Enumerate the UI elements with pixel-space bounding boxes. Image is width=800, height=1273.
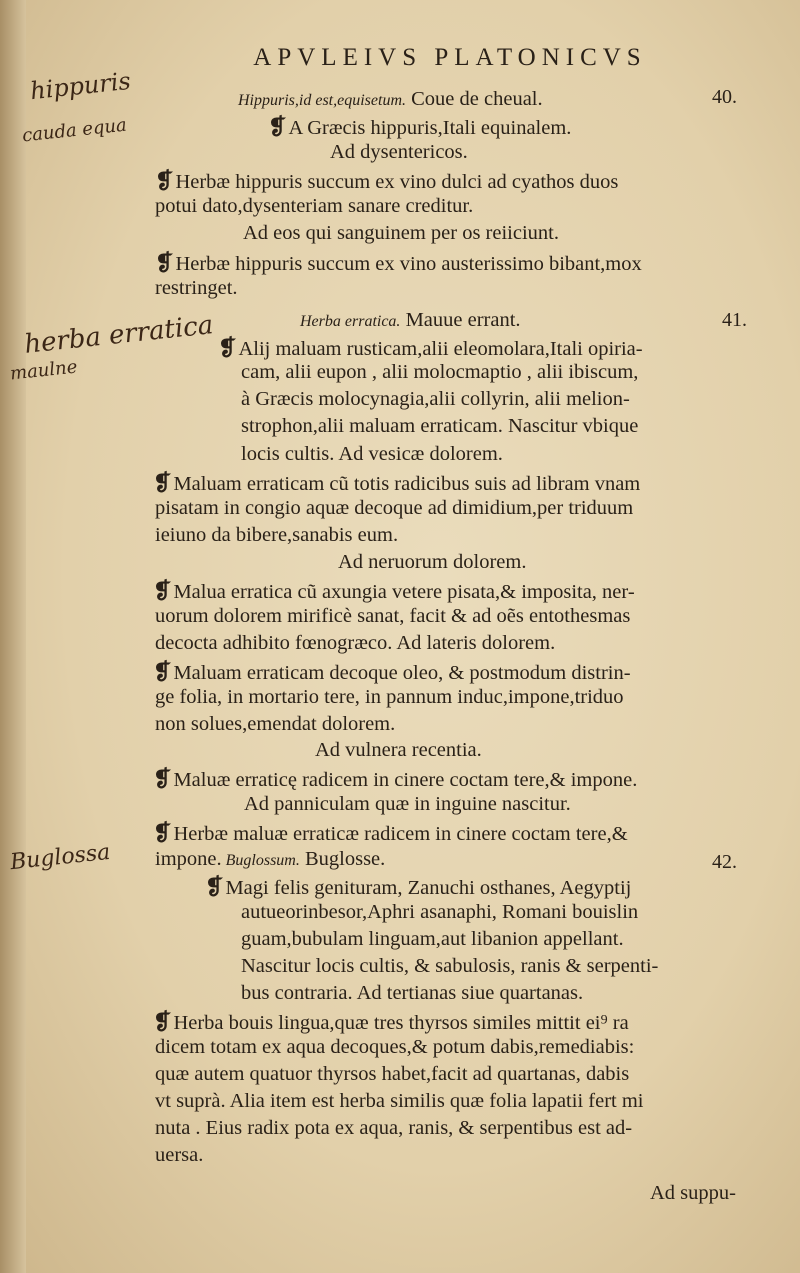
margin-note: herba erratica bbox=[22, 310, 215, 360]
text-line bbox=[155, 1036, 634, 1059]
text-line bbox=[268, 114, 571, 140]
text-line bbox=[650, 1182, 736, 1205]
line-text: locis cultis. Ad vesicæ dolorem. bbox=[241, 443, 503, 465]
text-line bbox=[155, 605, 630, 628]
page-number: 42. bbox=[712, 851, 737, 873]
pilcrow-icon: ❡ bbox=[153, 1009, 172, 1034]
text-line bbox=[218, 335, 643, 361]
line-text: Ad panniculam quæ in inguine nascitur. bbox=[244, 793, 571, 815]
text-line bbox=[153, 820, 628, 846]
vernacular-name: Mauue errant. bbox=[400, 309, 521, 331]
line-text: restringet. bbox=[155, 277, 238, 299]
page-edge bbox=[0, 0, 26, 1273]
line-text: decocta adhibito fœnogræco. Ad lateris dolorem. bbox=[155, 632, 556, 654]
text-line bbox=[244, 793, 571, 816]
line-text: potui dato,dysenteriam sanare creditur. bbox=[155, 195, 474, 217]
pilcrow-icon: ❡ bbox=[155, 168, 174, 193]
line-text: uorum dolorem mirificè sanat, facit & ad oẽs entothesmas bbox=[155, 605, 631, 627]
margin-note: Buglossa bbox=[8, 839, 112, 876]
text-line bbox=[338, 551, 526, 574]
running-header: APVLEIVS PLATONICVS bbox=[253, 44, 647, 71]
line-text: guam,bubulam linguam,aut libanion appellant. bbox=[241, 928, 624, 950]
text-line bbox=[205, 874, 631, 900]
pilcrow-icon: ❡ bbox=[218, 335, 237, 360]
margin-note: hippuris bbox=[28, 66, 132, 106]
line-text: strophon,alii maluam erraticam. Nascitur vbique bbox=[241, 415, 639, 437]
pilcrow-icon: ❡ bbox=[153, 578, 172, 603]
line-text: Ad vulnera recentia. bbox=[315, 739, 482, 761]
vernacular-name: Buglosse. bbox=[299, 848, 386, 870]
text-line bbox=[241, 361, 638, 384]
line-text: Nascitur locis cultis, & sabulosis, ranis & serpenti- bbox=[241, 955, 659, 977]
line-text: nuta . Eius radix pota ex aqua, ranis, & serpentibus est ad- bbox=[155, 1117, 633, 1139]
text-line bbox=[300, 309, 521, 332]
text-line bbox=[155, 1063, 629, 1086]
text-line bbox=[243, 222, 559, 245]
text-line bbox=[155, 1144, 203, 1167]
text-line bbox=[155, 848, 385, 871]
text-line bbox=[155, 1090, 644, 1113]
pilcrow-icon: ❡ bbox=[153, 820, 172, 845]
line-text: pisatam in congio aquæ decoque ad dimidium,per triduum bbox=[155, 497, 634, 519]
text-line bbox=[155, 277, 238, 300]
text-line bbox=[155, 686, 624, 709]
text-line bbox=[153, 578, 635, 604]
margin-note: cauda equa bbox=[21, 114, 128, 147]
text-line bbox=[155, 713, 395, 736]
herb-name-italic: Herba erratica. bbox=[300, 313, 401, 330]
line-text: Maluam erraticam decoque oleo, & postmodum distrin- bbox=[173, 662, 631, 684]
line-text: non solues,emendat dolorem. bbox=[155, 713, 396, 735]
line-text: Ad eos qui sanguinem per os reiiciunt. bbox=[243, 222, 559, 244]
pilcrow-icon: ❡ bbox=[155, 250, 174, 275]
line-text: cam, alii eupon , alii molocmaptio , alii ibiscum, bbox=[241, 361, 639, 383]
text-line bbox=[241, 955, 658, 978]
text-line bbox=[155, 524, 398, 547]
line-text: Malua erratica cũ axungia vetere pisata,& imposita, ner- bbox=[173, 581, 635, 603]
line-text: Maluam erraticam cũ totis radicibus suis ad libram vnam bbox=[173, 473, 641, 495]
text-line bbox=[153, 1009, 629, 1035]
page-number: 40. bbox=[712, 86, 737, 108]
page-number: 41. bbox=[722, 309, 747, 331]
line-text: Ad dysentericos. bbox=[330, 141, 468, 163]
line-text: à Græcis molocynagia,alii collyrin, alii melion- bbox=[241, 388, 630, 410]
text-line bbox=[241, 388, 630, 411]
text-line bbox=[155, 1117, 632, 1140]
text-line bbox=[155, 632, 555, 655]
text-line bbox=[155, 195, 473, 218]
line-text: Herbæ hippuris succum ex vino dulci ad cyathos duos bbox=[175, 171, 619, 193]
margin-note: maulne bbox=[9, 356, 79, 385]
text-line bbox=[153, 766, 637, 792]
line-text: Alij maluam rusticam,alii eleomolara,Itali opiria- bbox=[238, 338, 643, 360]
line-text: Ad suppu- bbox=[650, 1182, 736, 1204]
line-text: Herbæ maluæ erraticæ radicem in cinere coctam tere,& bbox=[173, 823, 628, 845]
line-text: Maluæ erraticę radicem in cinere coctam tere,& impone. bbox=[173, 769, 638, 791]
line-text: autueorinbesor,Aphri asanaphi, Romani bouislin bbox=[241, 901, 639, 923]
text-line bbox=[153, 470, 640, 496]
line-text: Herbæ hippuris succum ex vino austerissimo bibant,mox bbox=[175, 253, 642, 275]
text-line bbox=[330, 141, 468, 164]
text-line bbox=[315, 739, 482, 762]
line-text: Herba bouis lingua,quæ tres thyrsos similes mittit ei⁹ ra bbox=[173, 1012, 629, 1034]
line-text: vt suprà. Alia item est herba similis quæ folia lapatii fert mi bbox=[155, 1090, 644, 1112]
pilcrow-icon: ❡ bbox=[205, 874, 224, 899]
text-line bbox=[153, 659, 631, 685]
text-line bbox=[241, 415, 638, 438]
line-text: A Græcis hippuris,Itali equinalem. bbox=[288, 117, 572, 139]
text-line bbox=[155, 497, 633, 520]
line-text: Magi felis genituram, Zanuchi osthanes, Aegyptij bbox=[225, 877, 632, 899]
text-line bbox=[241, 982, 583, 1005]
line-text: dicem totam ex aqua decoques,& potum dabis,remediabis: bbox=[155, 1036, 635, 1058]
line-text: impone. bbox=[155, 848, 222, 870]
text-line bbox=[241, 928, 624, 951]
pilcrow-icon: ❡ bbox=[268, 114, 287, 139]
text-line bbox=[238, 88, 543, 111]
pilcrow-icon: ❡ bbox=[153, 766, 172, 791]
vernacular-name: Coue de cheual. bbox=[406, 88, 543, 110]
line-text: bus contraria. Ad tertianas siue quartanas. bbox=[241, 982, 584, 1004]
line-text: quæ autem quatuor thyrsos habet,facit ad quartanas, dabis bbox=[155, 1063, 630, 1085]
herb-name-italic: Hippuris,id est,equisetum. bbox=[238, 92, 406, 109]
pilcrow-icon: ❡ bbox=[153, 470, 172, 495]
text-line bbox=[155, 168, 618, 194]
line-text: ge folia, in mortario tere, in pannum induc,impone,triduo bbox=[155, 686, 624, 708]
text-line bbox=[155, 250, 642, 276]
text-line bbox=[241, 901, 638, 924]
line-text: Ad neruorum dolorem. bbox=[338, 551, 527, 573]
pilcrow-icon: ❡ bbox=[153, 659, 172, 684]
text-line bbox=[241, 443, 503, 466]
line-text: ieiuno da bibere,sanabis eum. bbox=[155, 524, 399, 546]
herb-name-italic: Buglossum. bbox=[221, 852, 300, 869]
line-text: uersa. bbox=[155, 1144, 204, 1166]
